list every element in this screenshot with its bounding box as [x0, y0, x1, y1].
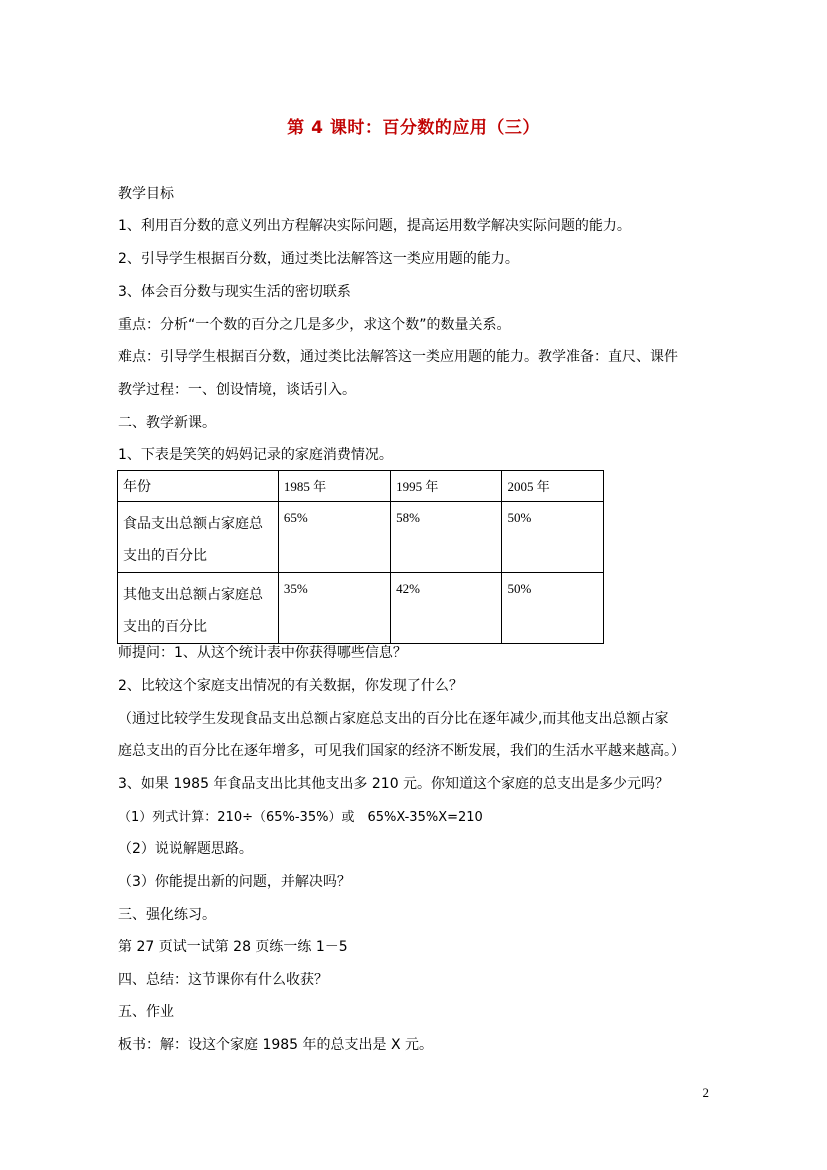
section-heading-objectives: 教学目标 [118, 186, 174, 202]
key-point: 重点：分析“一个数的百分之几是多少，求这个数”的数量关系。 [118, 317, 511, 333]
table-cell: 42% [391, 573, 502, 644]
table-cell: 58% [391, 502, 502, 573]
page-title: 第 4 课时：百分数的应用（三） [287, 118, 540, 138]
blackboard-line: 板书：解：设这个家庭 1985 年的总支出是 X 元。 [118, 1037, 434, 1053]
section-summary: 四、总结：这节课你有什么收获？ [118, 972, 328, 988]
objective-1: 1、利用百分数的意义列出方程解决实际问题，提高运用数学解决实际问题的能力。 [118, 218, 631, 234]
teaching-process: 教学过程：一、创设情境，谈话引入。 [118, 382, 356, 398]
discussion-line-1: （通过比较学生发现食品支出总额占家庭总支出的百分比在逐年减少,而其他支出总额占家 [118, 711, 669, 727]
table-row-label: 食品支出总额占家庭总支出的百分比 [118, 502, 279, 573]
new-question-line: （3）你能提出新的问题，并解决吗？ [118, 874, 351, 890]
section-new-lesson: 二、教学新课。 [118, 415, 216, 431]
table-header-cell: 1985 年 [278, 471, 390, 502]
section-homework: 五、作业 [118, 1004, 174, 1020]
teacher-question-2: 2、比较这个家庭支出情况的有关数据，你发现了什么？ [118, 678, 463, 694]
difficult-point: 难点：引导学生根据百分数，通过类比法解答这一类应用题的能力。教学准备：直尺、课件 [118, 349, 678, 365]
table-row [118, 502, 604, 573]
objective-2: 2、引导学生根据百分数，通过类比法解答这一类应用题的能力。 [118, 251, 519, 267]
explain-line: （2）说说解题思路。 [118, 841, 253, 857]
table-cell: 50% [502, 502, 604, 573]
section-practice: 三、强化练习。 [118, 907, 216, 923]
table-row-label: 其他支出总额占家庭总支出的百分比 [118, 573, 279, 644]
table-cell: 65% [278, 502, 390, 573]
table-cell: 35% [278, 573, 390, 644]
table-header-cell: 2005 年 [502, 471, 604, 502]
discussion-line-2: 庭总支出的百分比在逐年增多，可见我们国家的经济不断发展，我们的生活水平越来越高。） [118, 743, 685, 759]
expense-table [117, 470, 604, 644]
table-row [118, 573, 604, 644]
table-header-cell: 1995 年 [391, 471, 502, 502]
calculation-line: （1）列式计算：210÷（65%-35%）或 65%X-35%X=210 [118, 810, 483, 825]
practice-pages: 第 27 页试一试第 28 页练一练 1－5 [118, 939, 348, 955]
table-cell: 50% [502, 573, 604, 644]
question-3: 3、如果 1985 年食品支出比其他支出多 210 元。你知道这个家庭的总支出是多少元吗？ [118, 776, 670, 792]
table-header-cell: 年份 [118, 471, 279, 502]
table-intro: 1、下表是笑笑的妈妈记录的家庭消费情况。 [118, 447, 393, 463]
page-number: 2 [702, 1085, 709, 1100]
table-header-row [118, 471, 604, 502]
objective-3: 3、体会百分数与现实生活的密切联系 [118, 284, 351, 300]
teacher-question-1: 师提问：1、从这个统计表中你获得哪些信息？ [118, 645, 407, 661]
